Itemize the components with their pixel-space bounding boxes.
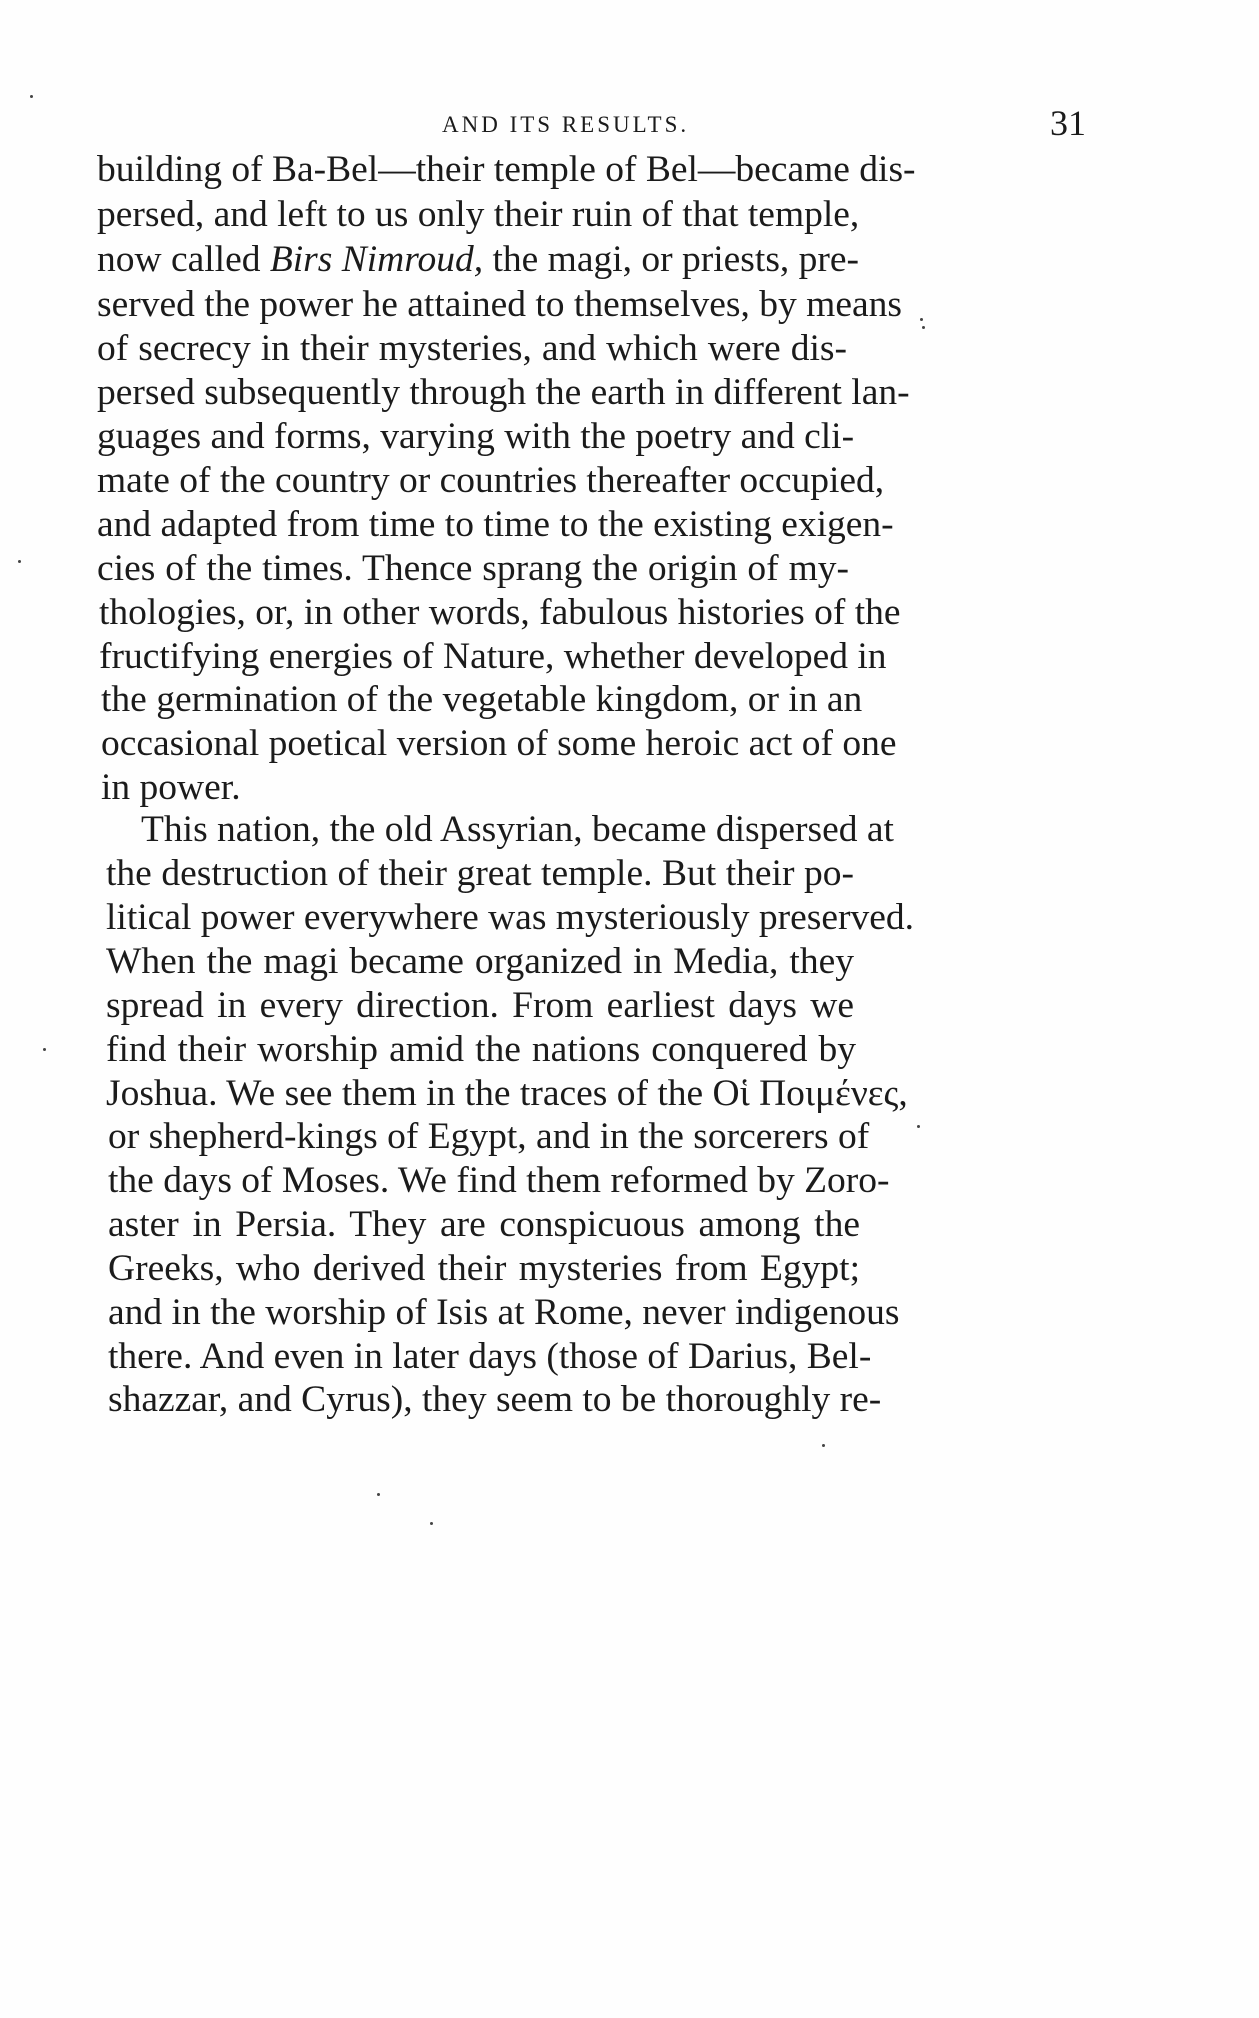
text-line: the germination of the vegetable kingdom, or in an [101, 679, 863, 720]
text-line: persed subsequently through the earth in different lan- [97, 372, 910, 413]
text-line: Greeks, who derived their mysteries from Egypt; [108, 1248, 860, 1289]
speck [922, 326, 925, 329]
speck [30, 95, 33, 98]
text-line: there. And even in later days (those of Darius, Bel- [108, 1336, 872, 1377]
text-line: and adapted from time to time to the existing exigen- [97, 504, 894, 545]
text-line: shazzar, and Cyrus), they seem to be thoroughly re- [108, 1379, 882, 1420]
italic-place-name: Birs Nimroud, [269, 239, 484, 280]
speck [920, 318, 923, 321]
text-fragment: the magi, or priests, pre- [492, 239, 860, 280]
running-title: AND ITS RESULTS. [442, 112, 690, 137]
text-line: find their worship amid the nations conquered by [106, 1029, 856, 1070]
text-line: thologies, or, in other words, fabulous histories of the [99, 592, 901, 633]
speck [43, 1048, 46, 1051]
text-line: served the power he attained to themselves, by means [97, 284, 902, 325]
text-line: cies of the times. Thence sprang the origin of my- [97, 548, 849, 589]
page-number: 31 [1050, 103, 1086, 143]
text-line: the days of Moses. We find them reformed by Zoro- [108, 1160, 890, 1201]
text-line: and in the worship of Isis at Rome, never indigenous [108, 1292, 900, 1333]
text-line: the destruction of their great temple. But their po- [106, 853, 854, 894]
text-line: This nation, the old Assyrian, became dispersed at [141, 809, 894, 850]
text-line [106, 1072, 908, 1116]
text-line [97, 238, 860, 282]
speck [430, 1522, 433, 1525]
text-line: in power. [101, 767, 241, 808]
text-line: spread in every direction. From earliest days we [106, 985, 854, 1026]
speck [917, 1125, 920, 1128]
speck [18, 560, 21, 563]
text-line: occasional poetical version of some heroic act of one [101, 723, 897, 764]
text-fragment: Joshua. We see them in the traces of the [106, 1073, 704, 1114]
running-header [0, 103, 1259, 148]
text-line: aster in Persia. They are conspicuous among the [108, 1204, 860, 1245]
text-fragment: now called [97, 239, 261, 280]
text-line: of secrecy in their mysteries, and which were dis- [97, 328, 847, 369]
speck [377, 1493, 380, 1496]
text-line: mate of the country or countries thereafter occupied, [97, 460, 885, 501]
text-line: litical power everywhere was mysteriously preserved. [106, 897, 915, 938]
speck [822, 1444, 825, 1447]
text-line: persed, and left to us only their ruin of that temple, [97, 194, 860, 235]
greek-phrase: Οἱ Ποιμένες, [712, 1073, 908, 1114]
text-line: or shepherd-kings of Egypt, and in the sorcerers of [108, 1116, 870, 1157]
text-line: building of Ba-Bel—their temple of Bel—became dis- [97, 149, 916, 190]
text-line: guages and forms, varying with the poetry and cli- [97, 416, 855, 457]
text-line: When the magi became organized in Media, they [106, 941, 854, 982]
text-line: fructifying energies of Nature, whether developed in [99, 636, 887, 677]
